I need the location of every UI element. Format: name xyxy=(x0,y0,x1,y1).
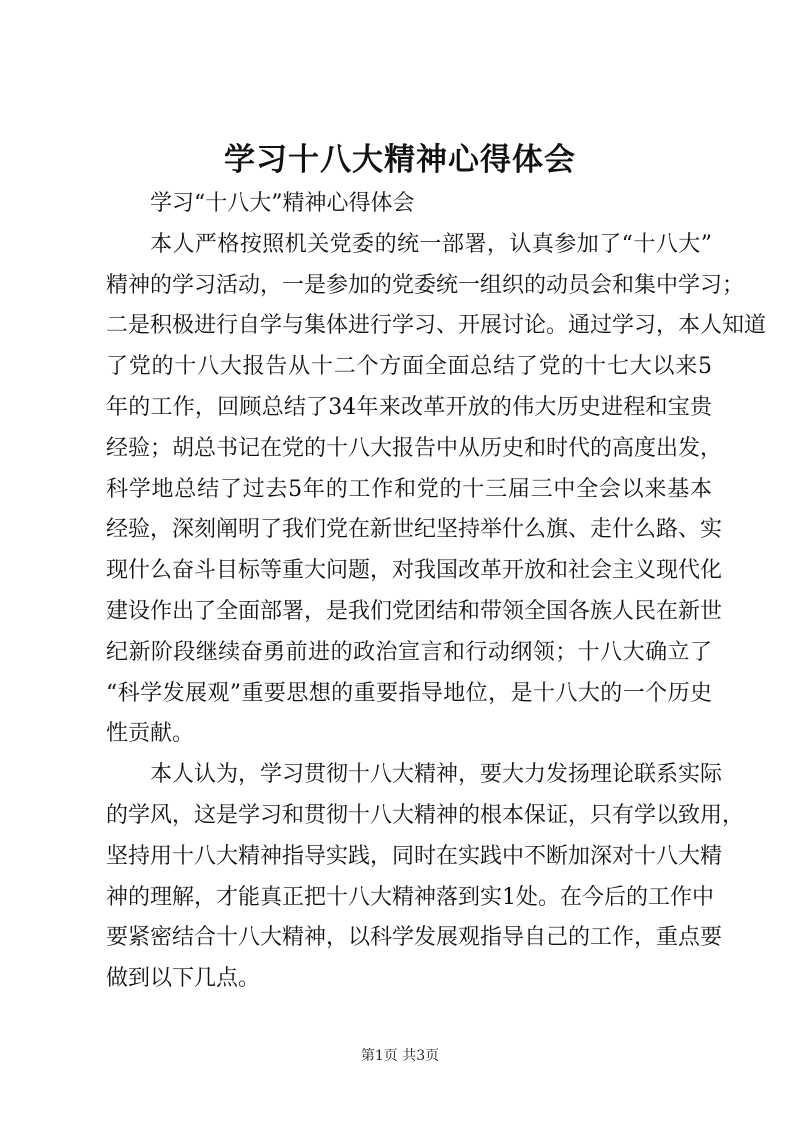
paragraph-1-line: 本人严格按照机关党委的统一部署，认真参加了“十八大” xyxy=(150,231,712,257)
paragraph-1-line: 建设作出了全面部署，是我们党团结和带领全国各族人民在新世 xyxy=(106,598,723,624)
paragraph-1-line: 年的工作，回顾总结了34年来改革开放的伟大历史进程和宝贵 xyxy=(106,394,712,420)
paragraph-1-line: 精神的学习活动，一是参加的党委统一组织的动员会和集中学习； xyxy=(106,272,745,298)
paragraph-1-line: 经验；胡总书记在党的十八大报告中从历史和时代的高度出发， xyxy=(106,435,723,461)
paragraph-1-line: 二是积极进行自学与集体进行学习、开展讨论。通过学习，本人知道 xyxy=(106,313,767,339)
paragraph-2-line: 神的理解，才能真正把十八大精神落到实1处。在今后的工作中 xyxy=(106,884,714,910)
paragraph-2-line: 的学风，这是学习和贯彻十八大精神的根本保证，只有学以致用， xyxy=(106,802,745,828)
paragraph-1-line: 了党的十八大报告从十二个方面全面总结了党的十七大以来5 xyxy=(106,354,712,380)
document-title: 学习十八大精神心得体会 xyxy=(224,142,576,178)
paragraph-1-line: 经验，深刻阐明了我们党在新世纪坚持举什么旗、走什么路、实 xyxy=(106,517,723,543)
paragraph-2-line: 坚持用十八大精神指导实践，同时在实践中不断加深对十八大精 xyxy=(106,843,723,869)
page-number-footer: 第1页 共3页 xyxy=(360,1048,440,1064)
paragraph-2-line: 做到以下几点。 xyxy=(106,966,261,992)
paragraph-2-line: 要紧密结合十八大精神，以科学发展观指导自己的工作，重点要 xyxy=(106,925,723,951)
subtitle-line: 学习“十八大”精神心得体会 xyxy=(150,191,415,216)
paragraph-1-line: “科学发展观”重要思想的重要指导地位，是十八大的一个历史 xyxy=(106,680,712,706)
paragraph-1-line: 性贡献。 xyxy=(106,721,195,747)
document-body xyxy=(106,184,767,1000)
paragraph-1-line: 现什么奋斗目标等重大问题，对我国改革开放和社会主义现代化 xyxy=(106,558,723,584)
paragraph-2-line: 本人认为，学习贯彻十八大精神，要大力发扬理论联系实际 xyxy=(150,762,723,788)
paragraph-1-line: 纪新阶段继续奋勇前进的政治宣言和行动纲领；十八大确立了 xyxy=(106,639,712,665)
paragraph-1-line: 科学地总结了过去5年的工作和党的十三届三中全会以来基本 xyxy=(106,476,712,502)
